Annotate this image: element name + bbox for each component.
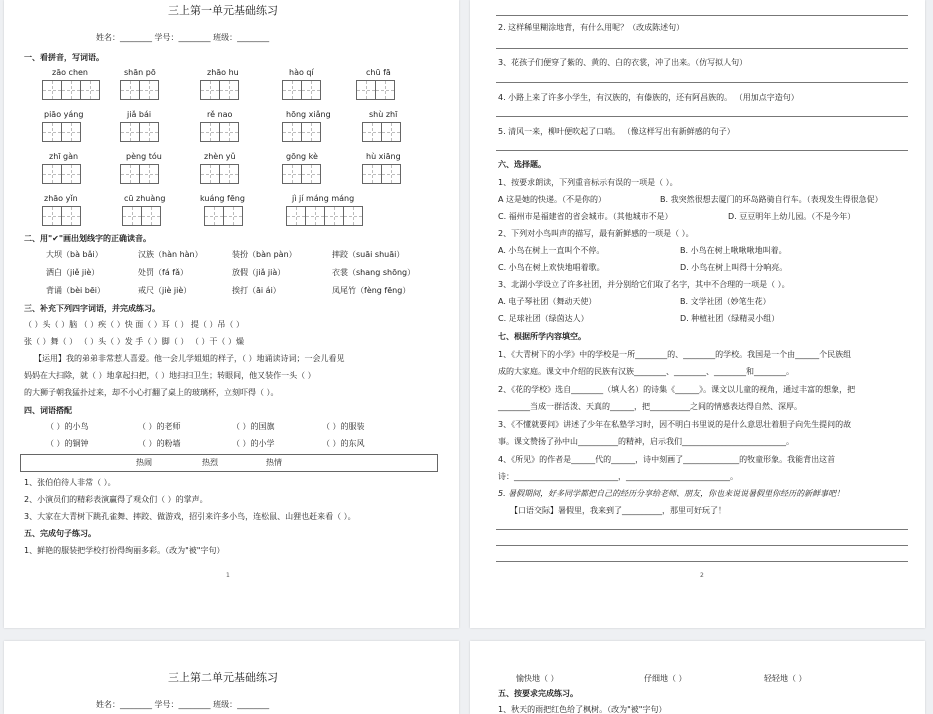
writing-grid[interactable] — [200, 164, 238, 184]
collocation-item[interactable]: （ ）的铜钟 — [46, 439, 89, 448]
writing-grid[interactable] — [282, 122, 320, 142]
idiom-row[interactable]: 张（ ）舞（ ） （ ）头（ ）发 手（ ）脚（ ） （ ）干（ ）燥 — [24, 337, 244, 346]
application-text: 妈妈在大扫除，就（ ）地拿起扫把，（ ）地扫扫卫生；转眼间，他又装作一头（ ） — [24, 371, 316, 380]
writing-grid[interactable] — [286, 206, 362, 226]
question: 1、鲜艳的服装把学校打扮得绚丽多彩。（改为"被"字句） — [24, 546, 225, 555]
question: 4. 小路上来了许多小学生，有汉族的，有傣族的，还有阿昌族的。 （用加点字造句） — [498, 93, 799, 102]
pinyin: jiǎ bái — [127, 110, 152, 119]
word-bank-item: 热闹 — [136, 458, 152, 467]
question: 3、花孩子们便穿了紫的、黄的、白的衣裳，冲了出来。（仿写拟人句） — [498, 58, 748, 67]
pinyin: kuáng fēng — [200, 194, 245, 203]
reading-option[interactable]: 戒尺（jiè jiè） — [138, 286, 192, 295]
writing-grid[interactable] — [362, 122, 400, 142]
fill-blank[interactable]: 诗：__________________________，__________________________。 — [498, 472, 738, 481]
application-text: 的大狮子朝我猛扑过来，却不小心打翻了桌上的玻璃杯，立刻吓得（ ）。 — [24, 388, 279, 397]
answer-line[interactable] — [496, 561, 908, 562]
choice-option[interactable]: A 这是她的快递。（不是你的） — [498, 195, 607, 204]
pinyin: jì jí máng máng — [292, 194, 355, 203]
worksheet-page-3 — [4, 641, 459, 714]
answer-line[interactable] — [496, 48, 908, 49]
question: 2、下列对小鸟叫声的描写，最有新鲜感的一项是（ ）。 — [498, 229, 694, 238]
reading-option[interactable]: 放假（jiǎ jià） — [232, 268, 286, 277]
pinyin: pèng tóu — [126, 152, 162, 161]
page-number: 1 — [226, 572, 230, 579]
choice-option[interactable]: B. 文学社团（妙笔生花） — [680, 297, 771, 306]
reading-option[interactable]: 背诵（bèi bēi） — [46, 286, 105, 295]
question: 2、小演员们的精彩表演赢得了观众们（ ）的掌声。 — [24, 495, 208, 504]
section-3-heading: 三、补充下列四字词语，并完成练习。 — [24, 304, 160, 313]
pinyin: rě nao — [207, 110, 233, 119]
question: 2. 这样稀里糊涂地背，有什么用呢？（改成陈述句） — [498, 23, 685, 32]
question: 3、大家在大青树下跳孔雀舞、摔跤、做游戏，招引来许多小鸟，连松鼠、山狸也赶来看（ ）。 — [24, 512, 356, 521]
section-4-heading: 四、词语搭配 — [24, 406, 72, 415]
writing-grid[interactable] — [356, 80, 394, 100]
writing-grid[interactable] — [200, 122, 238, 142]
answer-line[interactable] — [496, 529, 908, 530]
fill-blank[interactable]: 事。课文赞扬了孙中山__________的精神，启示我们__________________________。 — [498, 437, 794, 446]
word-bank-item: 热情 — [266, 458, 282, 467]
reading-option[interactable]: 装扮（bàn pàn） — [232, 250, 297, 259]
reading-option[interactable]: 汉族（hàn hàn） — [138, 250, 203, 259]
choice-option[interactable]: C. 足球社团（绿茵达人） — [498, 314, 589, 323]
writing-grid[interactable] — [122, 206, 160, 226]
writing-grid[interactable] — [42, 122, 80, 142]
pinyin: cū zhuàng — [124, 194, 166, 203]
question: 3、北湖小学设立了许多社团，并分别给它们取了名字，其中不合理的一项是（ ）。 — [498, 280, 790, 289]
reading-option[interactable]: 大坝（bà bǎi） — [46, 250, 103, 259]
fill-blank[interactable]: 2、《花的学校》选自________（填人名）的诗集《______》。课文以儿童的视角，通过丰富的想象，把 — [498, 385, 856, 394]
writing-grid[interactable] — [282, 80, 320, 100]
fill-blank[interactable]: ________当成一群活泼、天真的______，把__________之间的情感表达得自然、深厚。 — [498, 402, 802, 411]
choice-option[interactable]: D. 豆豆明年上幼儿园。（不是今年） — [728, 212, 856, 221]
writing-grid[interactable] — [120, 122, 158, 142]
word-bank-box — [20, 454, 438, 472]
section-5-heading: 五、按要求完成练习。 — [498, 689, 578, 698]
choice-option[interactable]: D. 种植社团（绿精灵小组） — [680, 314, 780, 323]
fill-blank[interactable]: 3、《不懂就要问》讲述了少年在私塾学习时，因不明白书里说的是什么意思壮着胆子向先生提问的故 — [498, 420, 852, 429]
pinyin: hào qí — [289, 68, 314, 77]
answer-line[interactable] — [496, 116, 908, 117]
pinyin: zhèn yǔ — [204, 152, 236, 161]
writing-grid[interactable] — [362, 164, 400, 184]
pinyin: piāo yáng — [44, 110, 84, 119]
application-text: 【运用】我的弟弟非常惹人喜爱。他一会儿学姐姐的样子，（ ）地诵读诗词；一会儿看见 — [34, 354, 345, 363]
answer-line[interactable] — [496, 15, 908, 16]
collocation-item[interactable]: （ ）的粉墙 — [138, 439, 181, 448]
writing-grid[interactable] — [204, 206, 242, 226]
fill-blank[interactable]: 4、《所见》的作者是______代的______，诗中刻画了______________的牧童形象。我能背出这首 — [498, 455, 836, 464]
student-info-fields: 姓名：________ 学号：________ 班级：________ — [96, 700, 270, 709]
choice-option[interactable]: C. 福州市是福建省的省会城市。（其他城市不是） — [498, 212, 673, 221]
pinyin: gōng kè — [286, 152, 318, 161]
reading-option[interactable]: 处罚（fá fǎ） — [138, 268, 188, 277]
writing-grid[interactable] — [200, 80, 238, 100]
choice-option[interactable]: B. 小鸟在树上啾啾啾地叫着。 — [680, 246, 787, 255]
writing-grid[interactable] — [42, 164, 80, 184]
worksheet-page-1 — [4, 0, 459, 628]
question: 5. 清风一来，柳叶便吹起了口哨。 （像这样写出有新鲜感的句子） — [498, 127, 735, 136]
oral-prompt[interactable]: 【口语交际】暑假里，我来到了__________，那里可好玩了！ — [510, 506, 726, 515]
choice-option[interactable]: B. 我突然很想去厦门的环岛路骑自行车。（表现发生得很急促） — [660, 195, 883, 204]
collocation-item[interactable]: 轻轻地（ ） — [764, 674, 807, 683]
choice-option[interactable]: A. 电子琴社团（舞动天使） — [498, 297, 597, 306]
writing-grid[interactable] — [42, 206, 80, 226]
choice-option[interactable]: A. 小鸟在树上一直叫个不停。 — [498, 246, 605, 255]
pinyin: zhāo yǐn — [44, 194, 78, 203]
writing-grid[interactable] — [120, 164, 158, 184]
writing-grid[interactable] — [282, 164, 320, 184]
section-1-heading: 一、看拼音，写词语。 — [24, 53, 104, 62]
idiom-row[interactable]: （ ）头（ ）脑 （ ）疾（ ）快 面（ ）耳（ ） 提（ ）吊（ ） — [24, 320, 244, 329]
reading-option[interactable]: 挨打（āi ái） — [232, 286, 281, 295]
answer-line[interactable] — [496, 150, 908, 151]
collocation-item[interactable]: （ ）的东风 — [322, 439, 365, 448]
collocation-item[interactable]: （ ）的服装 — [322, 422, 365, 431]
question: 1、秋天的雨把红色给了枫树。（改为"被"字句） — [498, 705, 667, 714]
answer-line[interactable] — [496, 82, 908, 83]
writing-grid[interactable] — [120, 80, 158, 100]
collocation-item[interactable]: 愉快地（ ） — [516, 674, 559, 683]
page-title: 三上第一单元基础练习 — [168, 4, 278, 17]
collocation-item[interactable]: （ ）的小学 — [232, 439, 275, 448]
fill-blank[interactable]: 成的大家庭。课文中介绍的民族有汉族________、________、________和________。 — [498, 367, 794, 376]
pinyin: hōng xiǎng — [286, 110, 331, 119]
student-info-fields: 姓名：________ 学号：________ 班级：________ — [96, 33, 270, 42]
section-2-heading: 二、用"✔"画出划线字的正确读音。 — [24, 234, 152, 243]
collocation-item[interactable]: （ ）的老师 — [138, 422, 181, 431]
reading-option[interactable]: 摔跤（suāi shuāi） — [332, 250, 405, 259]
pinyin: shù zhī — [369, 110, 398, 119]
worksheet-page-4 — [470, 641, 925, 714]
question: 1、按要求朗读，下列重音标示有误的一项是（ ）。 — [498, 178, 678, 187]
collocation-item[interactable]: （ ）的国旗 — [232, 422, 275, 431]
pinyin: shān pō — [124, 68, 156, 77]
answer-line[interactable] — [496, 545, 908, 546]
writing-grid[interactable] — [42, 80, 99, 100]
choice-option[interactable]: D. 小鸟在树上叫得十分响亮。 — [680, 263, 788, 272]
fill-blank[interactable]: 1、《大青树下的小学》中的学校是一所________的、________的学校。我国是一个由______个民族组 — [498, 350, 852, 359]
page-title: 三上第二单元基础练习 — [168, 671, 278, 684]
pinyin: zhī gàn — [49, 152, 79, 161]
page-number: 2 — [700, 572, 704, 579]
reading-option[interactable]: 洒白（jiě jiè） — [46, 268, 100, 277]
pinyin: zhāo hu — [207, 68, 239, 77]
section-6-heading: 六、选择题。 — [498, 160, 546, 169]
reading-option[interactable]: 凤尾竹（fèng fēng） — [332, 286, 411, 295]
prompt: 5. 暑假期间，好多同学都把自己的经历分享给老师、朋友，你也来说说暑假里你经历的新鲜事吧！ — [498, 489, 845, 498]
section-5-heading: 五、完成句子练习。 — [24, 529, 96, 538]
collocation-item[interactable]: （ ）的小鸟 — [46, 422, 89, 431]
pinyin: zāo chen — [52, 68, 88, 77]
collocation-item[interactable]: 仔细地（ ） — [644, 674, 687, 683]
word-bank-item: 热烈 — [202, 458, 218, 467]
question: 1、张伯伯待人非常（ ）。 — [24, 478, 116, 487]
pinyin: chū fā — [366, 68, 391, 77]
choice-option[interactable]: C. 小鸟在树上欢快地唱着歌。 — [498, 263, 605, 272]
pinyin: hù xiāng — [366, 152, 401, 161]
reading-option[interactable]: 衣裳（shang shōng） — [332, 268, 416, 277]
worksheet-page-2 — [470, 0, 925, 628]
section-7-heading: 七、根据所学内容填空。 — [498, 332, 586, 341]
